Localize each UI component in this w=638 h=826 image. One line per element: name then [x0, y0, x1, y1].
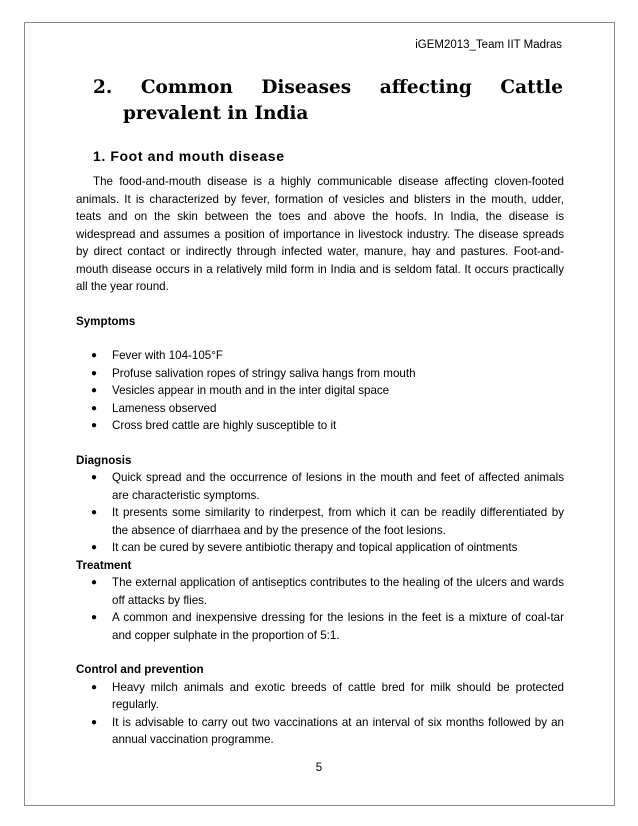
title-word: Cattle	[500, 77, 563, 98]
bullet-icon: ●	[91, 367, 98, 379]
list-item: ● Profuse salivation ropes of stringy saliva hangs from mouth	[76, 365, 564, 383]
running-header: iGEM2013_Team IIT Madras	[415, 39, 562, 51]
diagnosis-list	[76, 469, 564, 557]
bullet-icon: ●	[91, 420, 98, 431]
list-item: ● Cross bred cattle are highly susceptible to it	[76, 417, 564, 435]
control-heading: Control and prevention	[76, 663, 204, 676]
bullet-icon: ●	[91, 542, 98, 553]
list-item: ● The external application of antiseptics contributes to the healing of the ulcers and wards off attacks by flies.	[91, 576, 564, 607]
page-number: 5	[315, 762, 323, 774]
bullet-icon: ●	[91, 385, 98, 396]
list-item: ● Fever with 104-105°F	[76, 347, 564, 365]
treatment-heading: Treatment	[76, 558, 132, 572]
bullet-icon: ●	[91, 612, 98, 623]
title-line-2: prevalent in India	[123, 103, 309, 124]
symptoms-heading: Symptoms	[76, 314, 136, 328]
title-word: Common	[140, 77, 233, 98]
section-title	[93, 75, 563, 127]
bullet-icon: ●	[91, 350, 98, 361]
bullet-icon: ●	[91, 681, 98, 693]
treatment-list	[76, 574, 564, 644]
bullet-icon: ●	[91, 402, 98, 414]
subsection-heading: 1. Foot and mouth disease	[93, 148, 285, 164]
control-list	[76, 679, 564, 749]
list-item: ● A common and inexpensive dressing for the lesions in the feet is a mixture of coal-tar and copper sulphate in the proportion of 5:1.	[91, 611, 564, 642]
bullet-icon: ●	[91, 577, 98, 588]
title-word: affecting	[379, 77, 472, 98]
title-line-1	[93, 75, 563, 101]
bullet-icon: ●	[91, 472, 98, 483]
list-item: ● It can be cured by severe antibiotic therapy and topical application of ointments	[76, 539, 564, 557]
bullet-icon: ●	[91, 507, 98, 518]
symptoms-list	[76, 347, 564, 435]
list-item: ● Lameness observed	[76, 400, 564, 418]
body-content	[76, 173, 564, 749]
list-item: ● Quick spread and the occurrence of lesions in the mouth and feet of affected animals are characteristic symptoms.	[91, 471, 564, 502]
list-item: ● It is advisable to carry out two vaccinations at an interval of six months followed by an annual vaccination programme.	[91, 715, 564, 746]
title-number: 2.	[93, 77, 113, 98]
diagnosis-heading: Diagnosis	[76, 453, 132, 467]
list-item: ● Vesicles appear in mouth and in the inter digital space	[76, 382, 564, 400]
title-word: Diseases	[261, 77, 352, 98]
list-item: ● It presents some similarity to rinderpest, from which it can be readily differentiated by the absence of diarrhaea and by the presence of the foot lesions.	[91, 506, 564, 537]
list-item: ● Heavy milch animals and exotic breeds of cattle bred for milk should be protected regularly.	[91, 680, 564, 711]
intro-paragraph: The food-and-mouth disease is a highly communicable disease affecting cloven-footed animals. It is characterized by fever, formation of vesicles and blisters in the mouth, udder, teats and on the skin between the toes and above the hoofs. In India, the disease is widespread and assumes a position of importance in livestock industry. The disease spreads by direct contact or indirectly through infected water, manure, hay and pastures. Foot-and-mouth disease occurs in a relatively mild form in India and is seldom fatal. It occurs practically all the year round.	[76, 175, 564, 293]
bullet-icon: ●	[91, 716, 98, 728]
